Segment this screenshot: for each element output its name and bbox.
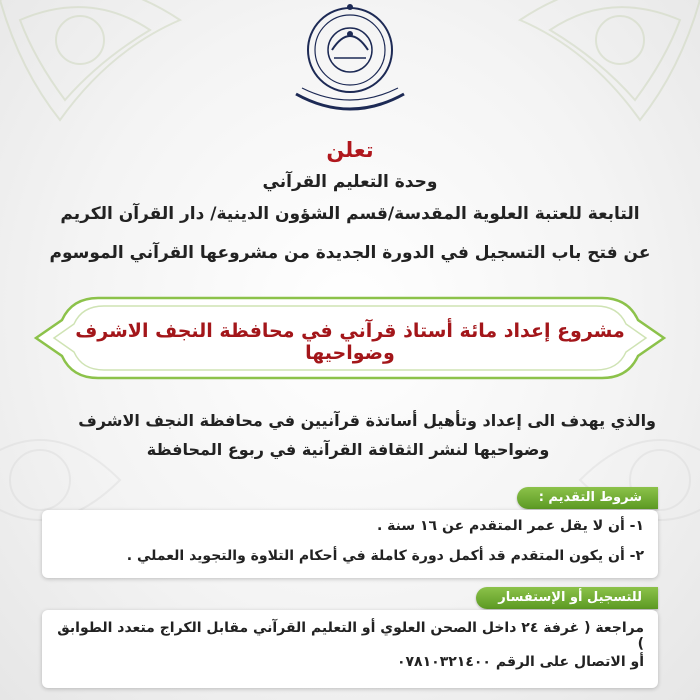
contact-address: مراجعة ( غرفة ٢٤ داخل الصحن العلوي أو التعليم القرآني مقابل الكراج متعدد الطوابق )	[57, 620, 644, 652]
unit-name: وحدة التعليم القرآني	[262, 172, 438, 192]
opening-line: عن فتح باب التسجيل في الدورة الجديدة من مشروعها القرآني الموسوم	[49, 243, 651, 263]
condition-item-2: ٢- أن يكون المتقدم قد أكمل دورة كاملة في أحكام التلاوة والتجويد العملي .	[126, 548, 644, 564]
contact-label: للتسجيل أو الإستفسار	[476, 587, 658, 609]
conditions-box	[42, 510, 658, 578]
contact-phone: أو الاتصال على الرقم ٠٧٨١٠٣٢١٤٠٠	[396, 654, 644, 670]
condition-item-1: ١- أن لا يقل عمر المتقدم عن ١٦ سنة .	[376, 518, 644, 534]
shrine-seal-logo	[276, 2, 424, 118]
affiliation-line: التابعة للعتبة العلوية المقدسة/قسم الشؤون الدينية/ دار القرآن الكريم	[60, 204, 640, 224]
conditions-label: شروط التقديم :	[517, 487, 658, 509]
project-title: مشروع إعداد مائة أستاذ قرآني في محافظة النجف الاشرف وضواحيها	[75, 320, 625, 364]
project-description-line-1: والذي يهدف الى إعداد وتأهيل أساتذة قرآنيين في محافظة النجف الاشرف	[78, 411, 656, 430]
contact-box	[42, 610, 658, 688]
announce-heading: تعلن	[326, 138, 374, 162]
project-description-line-2: وضواحيها لنشر الثقافة القرآنية في ربوع المحافظة	[146, 440, 550, 459]
